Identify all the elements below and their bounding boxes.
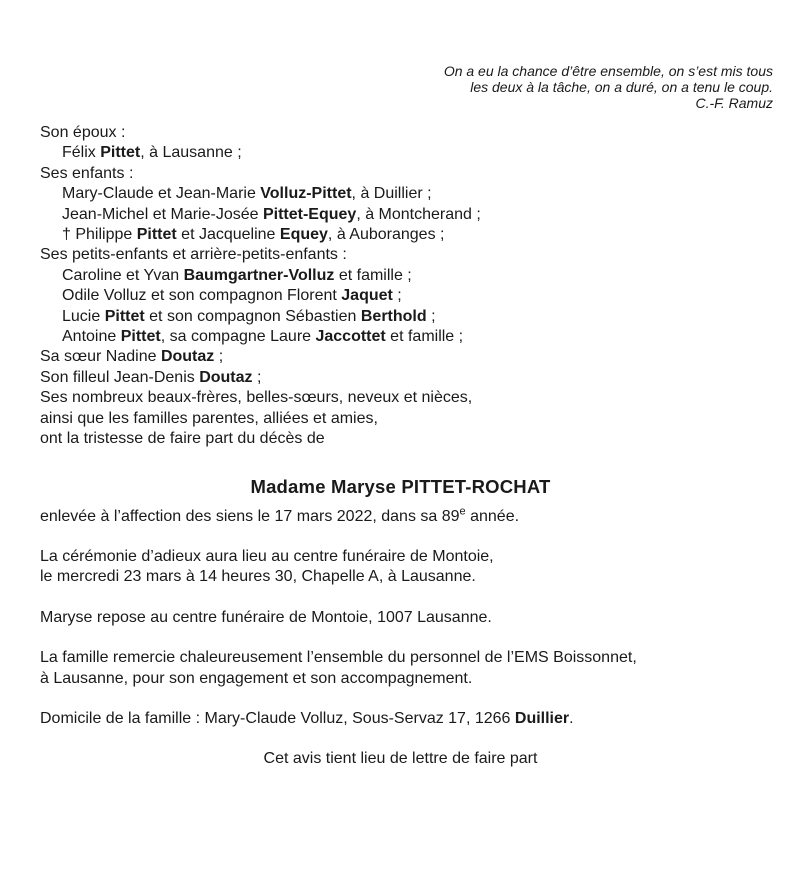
- text-line: [40, 184, 761, 204]
- text-segment: Ses petits-enfants et arrière-petits-enfants :: [40, 246, 347, 264]
- family-announcement-list: [40, 123, 761, 450]
- text-segment: enlevée à l’affection des siens le 17 mars 2022, dans sa 89: [40, 507, 460, 525]
- text-segment: Lucie: [62, 307, 105, 325]
- text-segment: Son filleul Jean-Denis: [40, 368, 200, 386]
- text-segment: Sa sœur Nadine: [40, 348, 161, 366]
- text-segment: et famille ;: [334, 266, 412, 284]
- text-segment: Baumgartner-Volluz: [183, 266, 335, 284]
- text-segment: Equey: [279, 226, 328, 244]
- text-line: [40, 547, 761, 567]
- text-segment: Pittet-Equey: [262, 205, 357, 223]
- notice-paragraph: [40, 608, 761, 628]
- text-line: [40, 286, 761, 306]
- text-segment: La famille remercie chaleureusement l’ensemble du personnel de l’EMS Boissonnet,: [40, 649, 637, 667]
- text-line: [40, 205, 761, 225]
- text-segment: année.: [465, 507, 520, 525]
- text-line: [40, 709, 761, 729]
- text-line: [40, 507, 761, 527]
- text-segment: , à Duillier ;: [351, 185, 432, 203]
- text-segment: Ses enfants :: [40, 164, 134, 182]
- text-segment: , à Montcherand ;: [356, 205, 481, 223]
- text-segment: Duillier: [514, 709, 570, 727]
- text-segment: à Lausanne, pour son engagement et son accompagnement.: [40, 669, 473, 687]
- text-segment: e: [459, 505, 466, 518]
- text-segment: Pittet: [104, 307, 145, 325]
- text-line: [40, 327, 761, 347]
- text-segment: ;: [214, 348, 224, 366]
- deceased-name-title: Madame Maryse PITTET-ROCHAT: [250, 475, 551, 497]
- text-segment: le mercredi 23 mars à 14 heures 30, Chapelle A, à Lausanne.: [40, 568, 476, 586]
- text-segment: Doutaz: [199, 368, 253, 386]
- text-segment: et son compagnon Sébastien: [144, 307, 361, 325]
- text-segment: Antoine: [62, 328, 121, 346]
- text-segment: Mary-Claude et Jean-Marie: [62, 185, 261, 203]
- text-line: [40, 225, 761, 245]
- text-segment: ;: [392, 287, 402, 305]
- text-line: [40, 648, 761, 668]
- epigraph-quote: [0, 63, 773, 111]
- text-segment: Berthold: [360, 307, 427, 325]
- text-line: [40, 608, 761, 628]
- text-segment: ont la tristesse de faire part du décès de: [40, 430, 325, 448]
- text-segment: Pittet: [136, 226, 177, 244]
- text-segment: ainsi que les familles parentes, alliées et amies,: [40, 409, 378, 427]
- text-segment: Jean-Michel et Marie-Josée: [62, 205, 263, 223]
- notice-paragraph: [40, 507, 761, 527]
- text-segment: Doutaz: [160, 348, 215, 366]
- text-segment: † Philippe: [62, 226, 137, 244]
- notice-paragraph: [40, 547, 761, 588]
- text-segment: Domicile de la famille : Mary-Claude Volluz, Sous-Servaz 17, 1266: [40, 709, 515, 727]
- text-segment: Volluz-Pittet: [260, 185, 352, 203]
- text-segment: Odile Volluz et son compagnon Florent: [62, 287, 342, 305]
- quote-author: C.-F. Ramuz: [695, 95, 773, 111]
- text-segment: et famille ;: [385, 328, 464, 346]
- text-segment: Son époux :: [40, 124, 126, 141]
- text-segment: Caroline et Yvan: [62, 266, 184, 284]
- text-segment: .: [569, 709, 574, 727]
- text-segment: Maryse repose au centre funéraire de Montoie, 1007 Lausanne.: [40, 608, 492, 626]
- notice-paragraph: [40, 709, 761, 729]
- text-line: [40, 164, 761, 184]
- text-segment: La cérémonie d’adieux aura lieu au centre funéraire de Montoie,: [40, 547, 494, 565]
- text-line: [40, 123, 761, 143]
- text-line: [40, 143, 761, 163]
- text-segment: et Jacqueline: [176, 226, 280, 244]
- text-line: [40, 266, 761, 286]
- text-line: [40, 347, 761, 367]
- text-line: [40, 368, 761, 388]
- text-segment: ;: [426, 307, 436, 325]
- text-line: [40, 669, 761, 689]
- text-segment: , à Auboranges ;: [327, 226, 445, 244]
- quote-line: On a eu la chance d’être ensemble, on s’est mis tous: [443, 63, 773, 79]
- quote-line: les deux à la tâche, on a duré, on a tenu le coup.: [470, 79, 773, 95]
- text-segment: Ses nombreux beaux-frères, belles-sœurs, neveux et nièces,: [40, 389, 473, 407]
- text-line: [40, 307, 761, 327]
- text-segment: Pittet: [120, 328, 161, 346]
- closing-line: Cet avis tient lieu de lettre de faire part: [263, 750, 538, 768]
- text-line: [40, 388, 761, 408]
- text-line: [40, 429, 761, 449]
- notice-paragraphs: [40, 507, 761, 730]
- text-segment: , sa compagne Laure: [160, 328, 316, 346]
- text-segment: , à Lausanne ;: [140, 144, 242, 162]
- text-line: [40, 245, 761, 265]
- text-segment: ;: [252, 368, 262, 386]
- text-line: [40, 567, 761, 587]
- text-segment: Félix: [62, 144, 101, 162]
- text-segment: Jaquet: [341, 287, 393, 305]
- text-line: [40, 409, 761, 429]
- text-segment: Jaccottet: [315, 328, 386, 346]
- notice-paragraph: [40, 648, 761, 689]
- text-segment: Pittet: [100, 144, 141, 162]
